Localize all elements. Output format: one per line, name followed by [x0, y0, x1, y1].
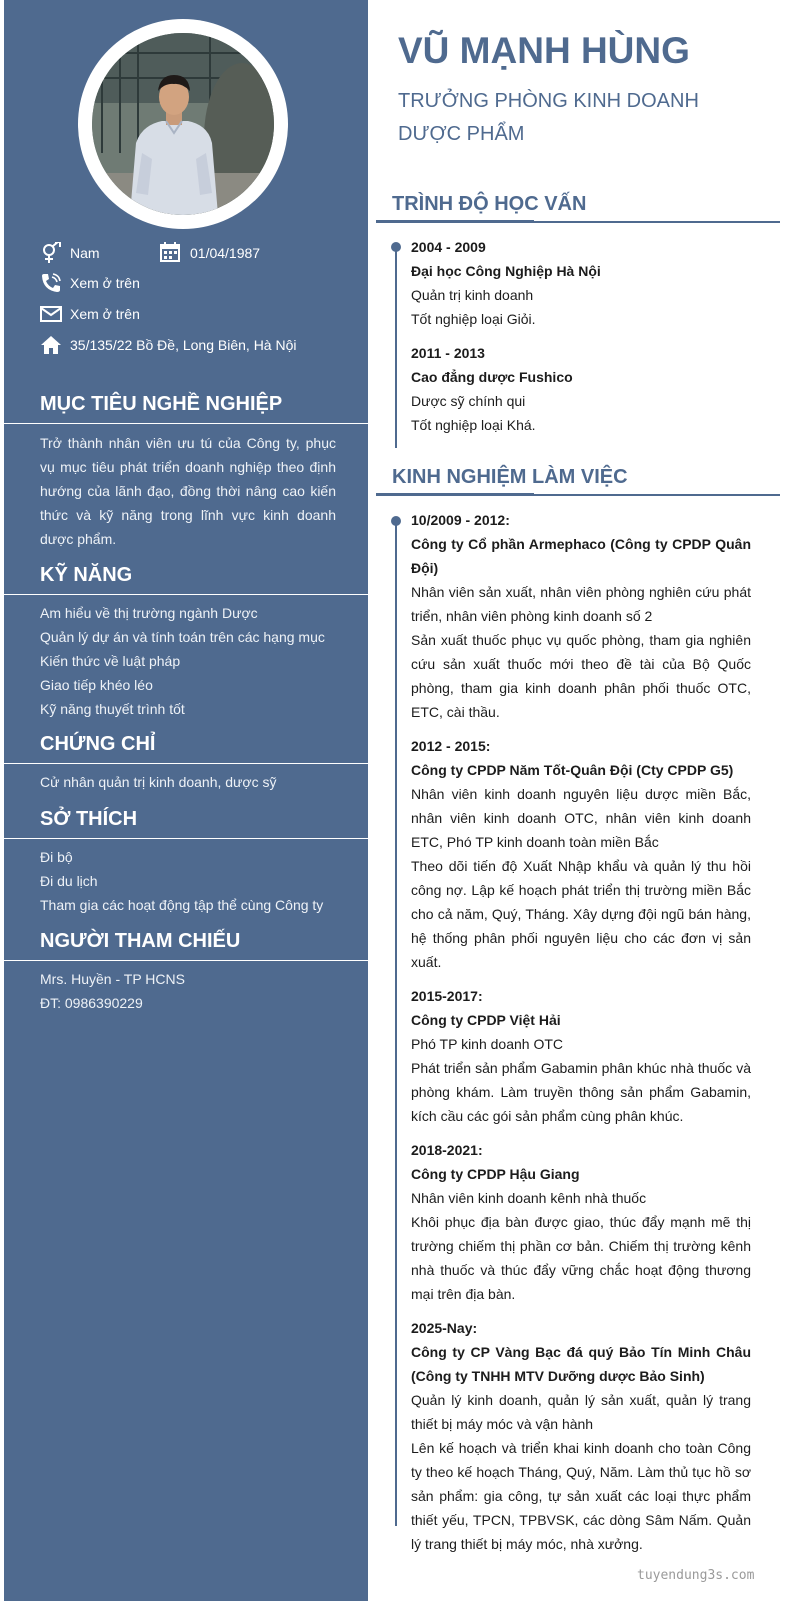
education-entry	[411, 341, 751, 437]
education-school: Đại học Công Nghiệp Hà Nội	[411, 263, 601, 279]
objective-title: MỤC TIÊU NGHỀ NGHIỆP	[40, 393, 283, 415]
experience-list	[411, 508, 751, 1566]
experience-timeline-dot	[391, 516, 401, 526]
experience-company: Công ty CPDP Hậu Giang	[411, 1166, 580, 1182]
experience-position: Quản lý kinh doanh, quản lý sản xuất, quản lý trang thiết bị máy móc và vận hành	[411, 1392, 751, 1432]
sidebar	[4, 0, 368, 1601]
skill-item: Quản lý dự án và tính toán trên các hạng mục	[40, 629, 325, 645]
email-text: Xem ở trên	[70, 306, 140, 322]
education-divider-accent	[376, 220, 534, 223]
references-divider	[4, 960, 368, 961]
candidate-role	[398, 85, 699, 151]
address-text: 35/135/22 Bồ Đề, Long Biên, Hà Nội	[70, 337, 297, 353]
experience-period: 10/2009 - 2012:	[411, 512, 510, 528]
skill-item: Kỹ năng thuyết trình tốt	[40, 701, 185, 717]
experience-company: Công ty CP Vàng Bạc đá quý Bảo Tín Minh Châu (Công ty TNHH MTV Dưỡng dược Bảo Sinh)	[411, 1344, 751, 1384]
certificates-title: CHỨNG CHỈ	[40, 733, 156, 755]
experience-description: Lên kế hoạch và triển khai kinh doanh cho toàn Công ty theo kế hoạch Tháng, Quý, Năm. Làm thủ tục hồ sơ sản phẩm: gia công, tự sản xuất các loại thực phẩm thiết yếu, TPCN, TPBVSK, các dòng Sâm Nấm. Quản lý trang thiết bị máy móc, nhà xưởng.	[411, 1440, 751, 1552]
experience-company: Công ty CPDP Việt Hải	[411, 1012, 561, 1028]
birthday-text: 01/04/1987	[190, 245, 261, 261]
skills-list	[40, 601, 360, 721]
home-icon	[40, 334, 62, 356]
calendar-icon	[160, 242, 180, 262]
education-result: Tốt nghiệp loại Khá.	[411, 417, 536, 433]
education-entry	[411, 235, 751, 331]
hobbies-title: SỞ THÍCH	[40, 808, 138, 830]
experience-description: Theo dõi tiến độ Xuất Nhập khẩu và quản lý thu hồi công nợ. Lập kế hoạch phát triển thị trường miền Bắc cho cả năm, Quý, Tháng. Xây dựng đội ngũ bán hàng, hệ thống phân phối nguyên liệu cho các đơn vị sản xuất.	[411, 858, 751, 970]
candidate-name: VŨ MẠNH HÙNG	[398, 30, 690, 71]
experience-timeline	[395, 520, 397, 1526]
experience-position: Nhân viên kinh doanh kênh nhà thuốc	[411, 1190, 647, 1206]
experience-entry	[411, 1316, 751, 1556]
education-school: Cao đẳng dược Fushico	[411, 369, 573, 385]
experience-entry	[411, 984, 751, 1128]
hobby-item: Đi du lịch	[40, 873, 98, 889]
education-timeline	[395, 246, 397, 448]
hobbies-list	[40, 845, 360, 917]
watermark: tuyendung3s.com	[637, 1568, 755, 1583]
experience-period: 2012 - 2015:	[411, 738, 491, 754]
avatar-photo-icon	[92, 33, 274, 215]
education-major: Dược sỹ chính qui	[411, 393, 526, 409]
experience-period: 2018-2021:	[411, 1142, 483, 1158]
hobby-item: Tham gia các hoạt động tập thể cùng Công ty	[40, 897, 324, 913]
phone-text: Xem ở trên	[70, 275, 140, 291]
experience-description: Khôi phục địa bàn được giao, thúc đẩy mạnh mẽ thị trường chiếm thị phần cơ bản. Chiếm thị trường kênh nhà thuốc và thúc đẩy vững chắc hoạt động thương mại trên địa bàn.	[411, 1214, 751, 1302]
gender-text: Nam	[70, 245, 100, 261]
education-period: 2011 - 2013	[411, 345, 485, 361]
experience-divider-accent	[376, 493, 534, 496]
certificate-item: Cử nhân quản trị kinh doanh, dược sỹ	[40, 774, 277, 790]
references-list	[40, 967, 360, 1015]
education-major: Quản trị kinh doanh	[411, 287, 534, 303]
education-result: Tốt nghiệp loại Giỏi.	[411, 311, 536, 327]
skill-item: Am hiểu về thị trường ngành Dược	[40, 605, 258, 621]
education-timeline-dot	[391, 242, 401, 252]
experience-description: Sản xuất thuốc phục vụ quốc phòng, tham gia nghiên cứu sản xuất thuốc mới theo đề tài của Bộ Quốc phòng, tham gia kinh doanh phân phối thuốc OTC, ETC, cài thầu.	[411, 632, 751, 720]
experience-period: 2025-Nay:	[411, 1320, 478, 1336]
experience-position: Phó TP kinh doanh OTC	[411, 1036, 564, 1052]
experience-description: Phát triển sản phẩm Gabamin phân khúc nhà thuốc và phòng khám. Làm truyền thông sản phẩm Gabamin, kích cầu các gói sản phẩm cùng phân khúc.	[411, 1060, 751, 1124]
experience-period: 2015-2017:	[411, 988, 483, 1004]
avatar	[92, 33, 274, 215]
experience-company: Công ty Cổ phần Armephaco (Công ty CPDP Quân Đội)	[411, 536, 751, 576]
skills-title: KỸ NĂNG	[40, 564, 133, 586]
experience-entry	[411, 508, 751, 724]
experience-entry	[411, 1138, 751, 1306]
education-list	[411, 235, 751, 447]
skill-item: Giao tiếp khéo léo	[40, 677, 153, 693]
objective-text: Trở thành nhân viên ưu tú của Công ty, phục vụ mục tiêu phát triển doanh nghiệp theo định hướng của lãnh đạo, đồng thời nâng cao kiến thức và kỹ năng trong lĩnh vực kinh doanh dược phẩm.	[40, 435, 336, 547]
gender-icon	[40, 242, 62, 264]
experience-position: Nhân viên sản xuất, nhân viên phòng nghiên cứu phát triển, nhân viên phòng kinh doanh số 2	[411, 584, 751, 624]
hobby-item: Đi bộ	[40, 849, 73, 865]
skills-divider	[4, 594, 368, 595]
hobbies-divider	[4, 838, 368, 839]
reference-item: Mrs. Huyền - TP HCNS	[40, 971, 185, 987]
references-title: NGƯỜI THAM CHIẾU	[40, 930, 241, 952]
role-line: TRƯỞNG PHÒNG KINH DOANH	[398, 90, 699, 112]
education-period: 2004 - 2009	[411, 239, 486, 255]
certificates-list	[40, 770, 360, 794]
avatar-ring	[78, 19, 288, 229]
phone-icon	[40, 272, 62, 294]
certificates-divider	[4, 763, 368, 764]
education-title: TRÌNH ĐỘ HỌC VẤN	[392, 193, 587, 215]
experience-entry	[411, 734, 751, 974]
experience-position: Nhân viên kinh doanh nguyên liệu dược miền Bắc, nhân viên kinh doanh OTC, nhân viên kinh doanh ETC, Phó TP kinh doanh toàn miền Bắc	[411, 786, 751, 850]
experience-title: KINH NGHIỆM LÀM VIỆC	[392, 466, 628, 488]
envelope-icon	[40, 303, 62, 325]
skill-item: Kiến thức về luật pháp	[40, 653, 181, 669]
reference-item: ĐT: 0986390229	[40, 995, 143, 1011]
experience-company: Công ty CPDP Năm Tốt-Quân Đội (Cty CPDP G5)	[411, 762, 734, 778]
role-line: DƯỢC PHẨM	[398, 123, 525, 145]
objective-divider	[4, 423, 368, 424]
